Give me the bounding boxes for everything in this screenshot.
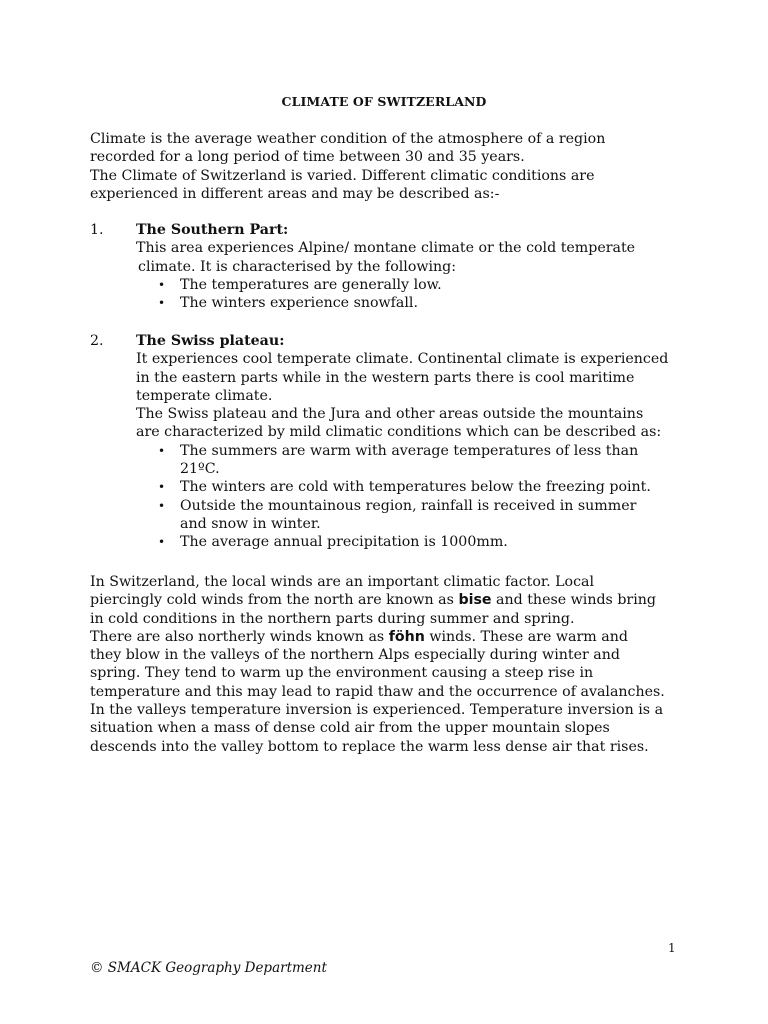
list-item: • The average annual precipitation is 1000mm. xyxy=(158,534,508,551)
paragraph-line: they blow in the valleys of the northern Alps especially during winter and xyxy=(90,647,620,664)
paragraph-line: situation when a mass of dense cold air from the upper mountain slopes xyxy=(90,720,610,737)
section-line: are characterized by mild climatic conditions which can be described as: xyxy=(136,424,662,441)
section-swiss-plateau xyxy=(90,332,690,552)
section-line: in the eastern parts while in the western parts there is cool maritime xyxy=(136,369,635,386)
section-number: 2. xyxy=(90,333,104,349)
footer-text: © SMACK Geography Department xyxy=(90,960,327,976)
paragraph-line: spring. They tend to warm up the environment causing a steep rise in xyxy=(90,665,594,682)
bullet-glyph: • xyxy=(158,277,166,292)
section-line: This area experiences Alpine/ montane climate or the cold temperate xyxy=(136,240,636,257)
section-heading: The Swiss plateau: xyxy=(136,333,285,349)
intro-line: The Climate of Switzerland is varied. Different climatic conditions are xyxy=(90,167,595,184)
term-fohn: föhn xyxy=(388,628,425,645)
paragraph-line: In the valleys temperature inversion is experienced. Temperature inversion is a xyxy=(90,702,664,719)
list-item: • The winters are cold with temperatures below the freezing point. xyxy=(158,479,651,496)
term-bise: bise xyxy=(458,592,492,609)
bullet-glyph: • xyxy=(158,296,166,311)
bullet-glyph: • xyxy=(158,535,166,550)
section-line: The Swiss plateau and the Jura and other areas outside the mountains xyxy=(136,406,644,423)
list-item: • Outside the mountainous region, rainfall is received in summer and snow in winter. xyxy=(158,497,637,532)
section-number: 1. xyxy=(90,222,104,238)
section-heading: The Southern Part: xyxy=(136,222,289,238)
section-line: It experiences cool temperate climate. Continental climate is experienced xyxy=(136,351,669,368)
local-winds-paragraph xyxy=(90,573,690,756)
paragraph-line: In Switzerland, the local winds are an important climatic factor. Local xyxy=(90,574,595,590)
paragraph-line: in cold conditions in the northern parts during summer and spring. xyxy=(90,610,575,627)
page-number: 1 xyxy=(668,941,676,955)
section-heading-row xyxy=(90,332,690,350)
paragraph-line: piercingly cold winds from the north are known as bise and these winds bring xyxy=(90,592,656,609)
document-title: CLIMATE OF SWITZERLAND xyxy=(281,94,487,109)
paragraph-line: There are also northerly winds known as föhn winds. These are warm and xyxy=(90,628,628,645)
paragraph-line: descends into the valley bottom to replace the warm less dense air that rises. xyxy=(90,738,649,755)
section-line: climate. It is characterised by the following: xyxy=(138,258,457,275)
intro-line: recorded for a long period of time between 30 and 35 years. xyxy=(90,149,525,166)
section-southern-part xyxy=(90,221,690,312)
bullet-list xyxy=(158,442,690,552)
bullet-glyph: • xyxy=(158,480,166,495)
paragraph-line: temperature and this may lead to rapid thaw and the occurrence of avalanches. xyxy=(90,683,665,700)
bullet-glyph: • xyxy=(158,498,166,513)
intro-paragraph xyxy=(90,130,690,203)
list-item: • The winters experience snowfall. xyxy=(158,295,418,312)
intro-line: Climate is the average weather condition of the atmosphere of a region xyxy=(90,131,606,147)
intro-line: experienced in different areas and may be described as:- xyxy=(90,185,500,202)
bullet-glyph: • xyxy=(158,443,166,458)
list-item: • The temperatures are generally low. xyxy=(158,276,442,293)
bullet-list xyxy=(158,276,690,313)
section-heading-row xyxy=(90,221,690,239)
section-line: temperate climate. xyxy=(136,387,273,404)
list-item: • The summers are warm with average temperatures of less than 21ºC. xyxy=(158,442,639,478)
